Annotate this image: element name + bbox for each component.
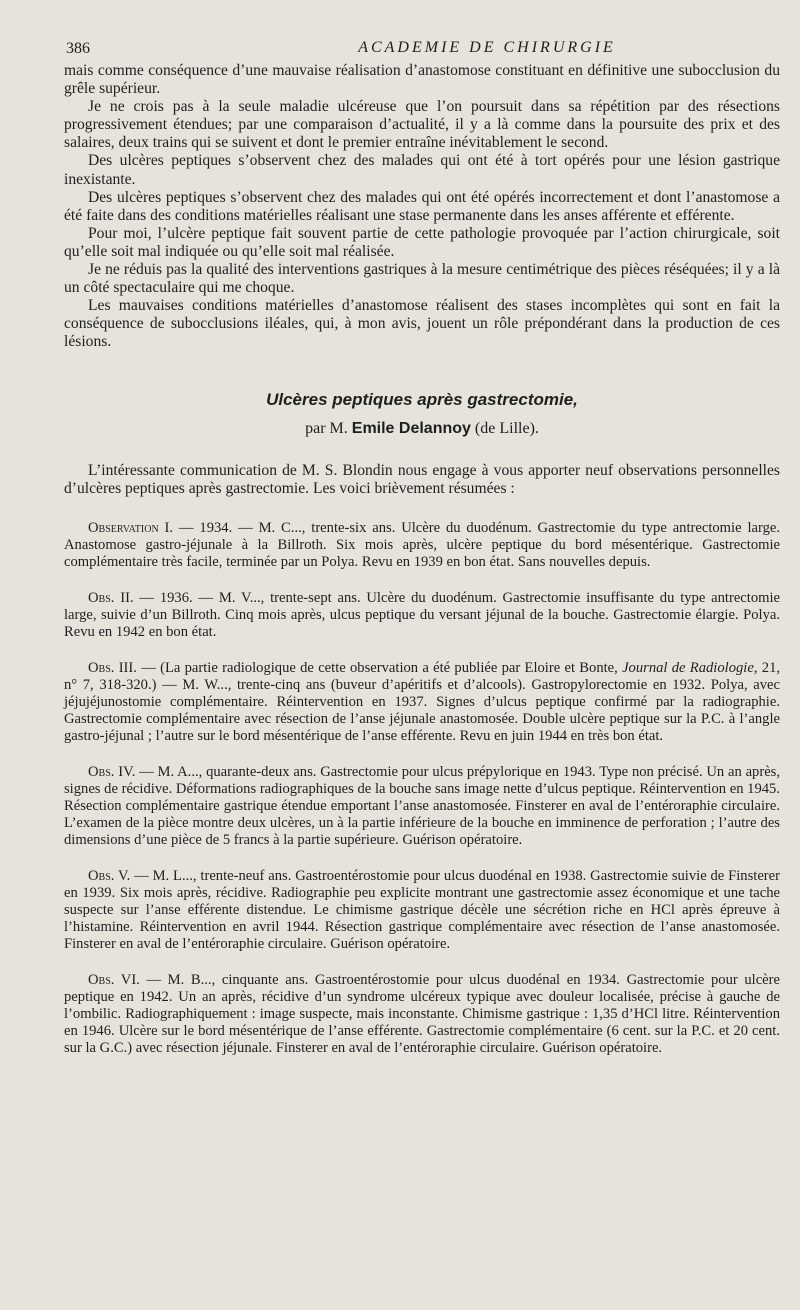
author-name: Emile Delannoy [351, 419, 471, 437]
article-title: Ulcères peptiques après gastrectomie, [266, 389, 578, 409]
observation-text: — M. A..., quarante-deux ans. Gastrectomie pour ulcus prépylorique en 1943. Type non précisé. Un an après, signes de récidive. Déformations radiographiques de la bouche sans image nette d’ulcus peptique. Réintervention en 1945. Résection complémentaire gastrique étendue emportant l’anse anastomosée. Finsterer en aval de l’entéroraphie circulaire. L’examen de la pièce montre deux ulcères, un à la partie inférieure de la bouche en imminence de perforation ; l’autre des dimensions d’une pièce de 5 francs à la partie supérieure. Guérison opératoire. [64, 763, 781, 848]
observation-text: — 1936. — M. V..., trente-sept ans. Ulcère du duodénum. Gastrectomie insuffisante du type antrectomie large, suivie d’un Billroth. Cinq mois après, ulcus peptique du versant jéjunal de la bouche. Gastrectomie élargie. Polya. Revu en 1942 en bon état. [64, 589, 781, 640]
observation-label: Obs. VI. [88, 971, 140, 988]
running-title: ACADEMIE DE CHIRURGIE [358, 39, 616, 56]
observation-5 [64, 868, 780, 953]
observation-label: Obs. IV. [88, 763, 136, 780]
paragraph: Je ne réduis pas la qualité des interventions gastriques à la mesure centimétrique des pièces réséquées; il y a là un côté spectaculaire qui me choque. [64, 261, 780, 297]
paragraph: Des ulcères peptiques s’observent chez des malades qui ont été opérés incorrectement et dont l’anastomose a été faite dans des conditions matérielles réalisant une stase permanente dans les anses afférente et efférente. [64, 188, 780, 224]
observation-label: Obs. V. [88, 867, 131, 884]
observation-4 [64, 764, 780, 849]
observation-text: — 1934. — M. C..., trente-six ans. Ulcère du duodénum. Gastrectomie du type antrectomie large. Anastomose gastro-jéjunale à la Billroth. Six mois après, ulcère peptique du bord mésentérique. Gastrectomie complémentaire très facile, terminée par un Polya. Revu en 1939 en bon état. Sans nouvelles depuis. [64, 519, 780, 570]
author-affiliation: (de Lille). [470, 419, 539, 437]
paragraph: mais comme conséquence d’une mauvaise réalisation d’anastomose constituant en définitive une subocclusion du grêle supérieur. [64, 62, 780, 98]
observation-label: Obs. III. [88, 659, 137, 676]
observation-text: — (La partie radiologique de cette observation a été publiée par Eloire et Bonte, [136, 659, 623, 676]
observation-label: Observation I. [88, 519, 174, 536]
paragraph: Pour moi, l’ulcère peptique fait souvent partie de cette pathologie provoquée par l’action chirurgicale, soit qu’elle soit mal indiquée ou qu’elle soit mal réalisée. [64, 224, 780, 260]
observation-text: 21, n° 7, 318-320.) — M. W..., trente-cinq ans (buveur d’apéritifs et d’alcools). Gastropylorectomie en 1932. Polya, avec jéjujéjunostomie complémentaire. Réintervention en 1937. Signes d’ulcus peptique confirmé par la radiographie. Gastrectomie complémentaire avec résection de l’anse jéjunale anastomosée. Double ulcère peptique sur la P.C. à l’angle gastro-jéjunal ; l’autre sur le bord mésentérique de l’anse efférente. Revu en juin 1944 en très bon état. [64, 659, 781, 744]
paragraph: Des ulcères peptiques s’observent chez des malades qui ont été à tort opérés pour une lésion gastrique inexistante. [64, 152, 780, 188]
observation-1 [64, 520, 780, 571]
paragraph: Je ne crois pas à la seule maladie ulcéreuse que l’on poursuit dans sa répétition par des résections progressivement étendues; par une comparaison d’actualité, il y a là comme dans la poursuite des prix et des salaires, deux trains qui se suivent et dont le premier entraîne inévitablement le second. [64, 98, 780, 152]
continued-text [64, 62, 780, 352]
paragraph: Les mauvaises conditions matérielles d’anastomose réalisent des stases incomplètes qui sont en fait la conséquence de subocclusions iléales, qui, à mon avis, jouent un rôle prépondérant dans la production de ces lésions. [64, 297, 780, 351]
page-header [64, 36, 780, 62]
observation-text: — M. L..., trente-neuf ans. Gastroentérostomie pour ulcus duodénal en 1938. Gastrectomie suivie de Finsterer en 1939. Six mois après, récidive. Radiographie peu explicite montrant une gastrectomie assez économique et une tache suspecte sur l’anse efférente distendue. Le chimisme gastrique décèle une sécrétion riche en HCl après épreuve à l’histamine. Réintervention en avril 1944. Résection gastrique complémentaire avec résection de l’anse anastomosée. Finsterer en aval de l’entéroraphie circulaire. Guérison opératoire. [64, 867, 781, 952]
article-intro: L’intéressante communication de M. S. Blondin nous engage à vous apporter neuf observations personnelles d’ulcères peptiques après gastrectomie. Les voici brièvement résumées : [64, 461, 780, 497]
observation-3 [64, 660, 780, 745]
observation-text: — M. B..., cinquante ans. Gastroentérostomie pour ulcus duodénal en 1934. Gastrectomie pour ulcère peptique en 1942. Un an après, récidive d’un syndrome ulcéreux typique avec douleur localisée, précise à gauche de l’ombilic. Radiographiquement : image suspecte, mais inconstante. Chimisme gastrique : 1,35 d’HCl litre. Réintervention en 1946. Ulcère sur le bord mésentérique de l’anse efférente. Gastrectomie complémentaire (6 cent. sur la P.C. et 20 cent. sur la G.C.) avec résection jéjunale. Finsterer en aval de l’entéroraphie circulaire. Guérison opératoire. [64, 971, 780, 1056]
article-byline [64, 420, 780, 438]
journal-name: Journal de Radiologie, [622, 659, 758, 676]
byline-prefix: par M. [305, 419, 352, 437]
page-number: 386 [66, 40, 90, 57]
observation-label: Obs. II. [88, 589, 134, 606]
observation-2 [64, 590, 780, 641]
observation-6 [64, 972, 780, 1057]
